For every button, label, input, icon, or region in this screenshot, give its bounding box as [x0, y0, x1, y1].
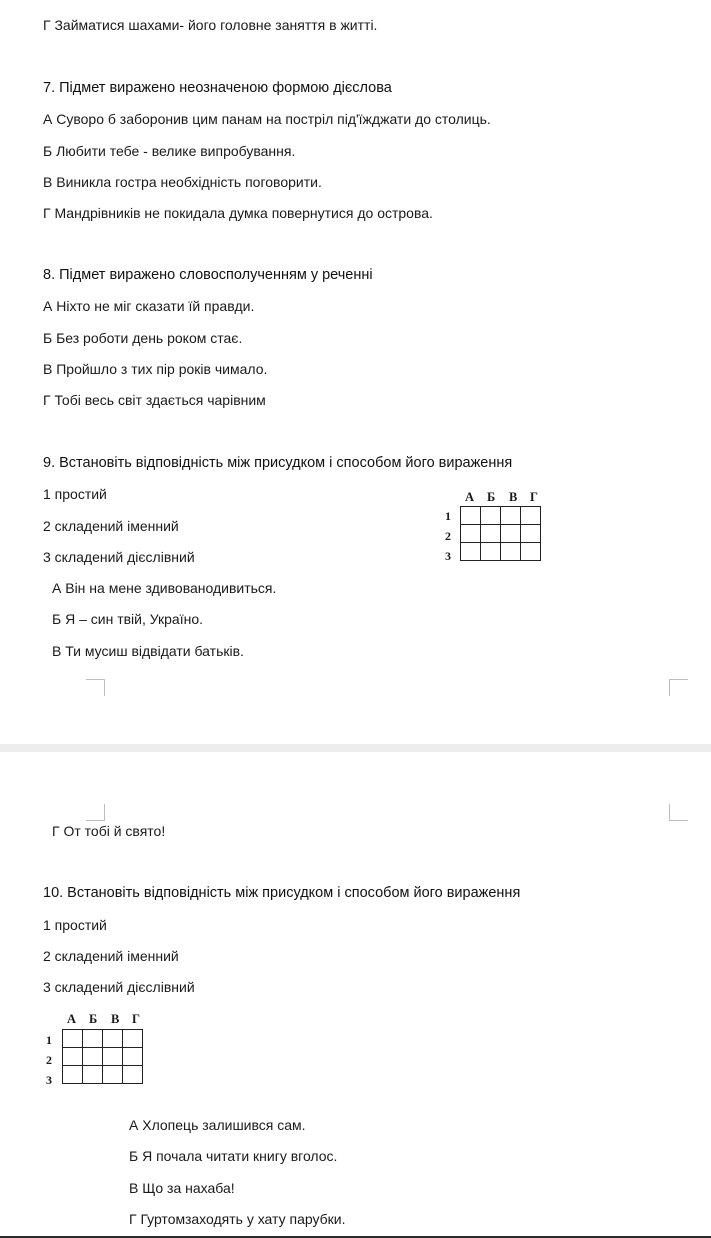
q10-item-1: 1 простий — [43, 917, 107, 933]
q10-item-3: 3 складений дієслівний — [43, 979, 195, 995]
q7-title: 7. Підмет виражено неозначеною формою дієслова — [43, 80, 392, 96]
q10-item-2: 2 складений іменний — [43, 948, 179, 964]
page-corner-mark — [669, 679, 688, 696]
q9-grid-col-a: А — [465, 490, 475, 504]
q7-option-b: Б Любити тебе - велике випробування. — [43, 143, 296, 159]
q9-title: 9. Встановіть відповідність між присудком і способом його вираження — [43, 455, 513, 471]
page-corner-mark — [86, 804, 105, 821]
q9-option-d: Г От тобі й свято! — [52, 823, 166, 839]
q8-option-a: А Ніхто не міг сказати їй правди. — [43, 298, 255, 314]
q10-grid-cells — [62, 1029, 143, 1084]
q9-grid-col-c: В — [509, 490, 518, 504]
q10-grid-col-c: В — [111, 1012, 120, 1026]
q7-option-d: Г Мандрівників не покидала думка повернутися до острова. — [43, 205, 433, 221]
q10-grid-col-a: А — [67, 1012, 77, 1026]
q9-item-3: 3 складений дієслівний — [43, 549, 195, 565]
q10-answer-grid — [42, 1010, 152, 1092]
q10-option-a: А Хлопець залишився сам. — [129, 1117, 306, 1133]
q10-grid-col-b: Б — [89, 1012, 98, 1026]
q10-grid-row-2: 2 — [46, 1053, 52, 1067]
q9-item-2: 2 складений іменний — [43, 518, 179, 534]
q8-title: 8. Підмет виражено словосполученням у реченні — [43, 267, 373, 283]
q9-grid-row-2: 2 — [445, 529, 451, 543]
page-corner-mark — [669, 804, 688, 821]
q9-grid-row-1: 1 — [445, 509, 451, 523]
q9-option-a: А Він на мене здивованодивиться. — [52, 580, 277, 596]
q9-grid-col-b: Б — [487, 490, 496, 504]
q8-option-c: В Пройшло з тих пір років чимало. — [43, 361, 268, 377]
q9-option-b: Б Я – син твій, Україно. — [52, 611, 204, 627]
page-separator — [0, 744, 711, 752]
q10-option-b: Б Я почала читати книгу вголос. — [129, 1148, 338, 1164]
q7-option-c: В Виникла гостра необхідність поговорити. — [43, 174, 322, 190]
q8-option-b: Б Без роботи день роком стає. — [43, 330, 243, 346]
q9-item-1: 1 простий — [43, 486, 107, 502]
q9-option-c: В Ти мусиш відвідати батьків. — [52, 643, 244, 659]
q9-grid-row-3: 3 — [445, 549, 451, 563]
q9-grid-cells — [460, 506, 541, 561]
q9-answer-grid — [440, 488, 550, 570]
q8-option-d: Г Тобі весь світ здається чарівним — [43, 392, 266, 408]
q10-grid-row-3: 3 — [46, 1073, 52, 1087]
q10-grid-row-1: 1 — [46, 1033, 52, 1047]
q10-option-c: В Що за нахаба! — [129, 1180, 235, 1196]
q10-option-d: Г Гуртомзаходять у хату парубки. — [129, 1211, 346, 1227]
top-line-option: Г Займатися шахами- його головне заняття в житті. — [43, 17, 378, 33]
q10-title: 10. Встановіть відповідність між присудком і способом його вираження — [43, 885, 521, 901]
q9-grid-col-d: Г — [530, 490, 538, 504]
q10-grid-col-d: Г — [132, 1012, 140, 1026]
q7-option-a: А Суворо б заборонив цим панам на постріл під'їжджати до столиць. — [43, 111, 491, 127]
page-corner-mark — [86, 679, 105, 696]
